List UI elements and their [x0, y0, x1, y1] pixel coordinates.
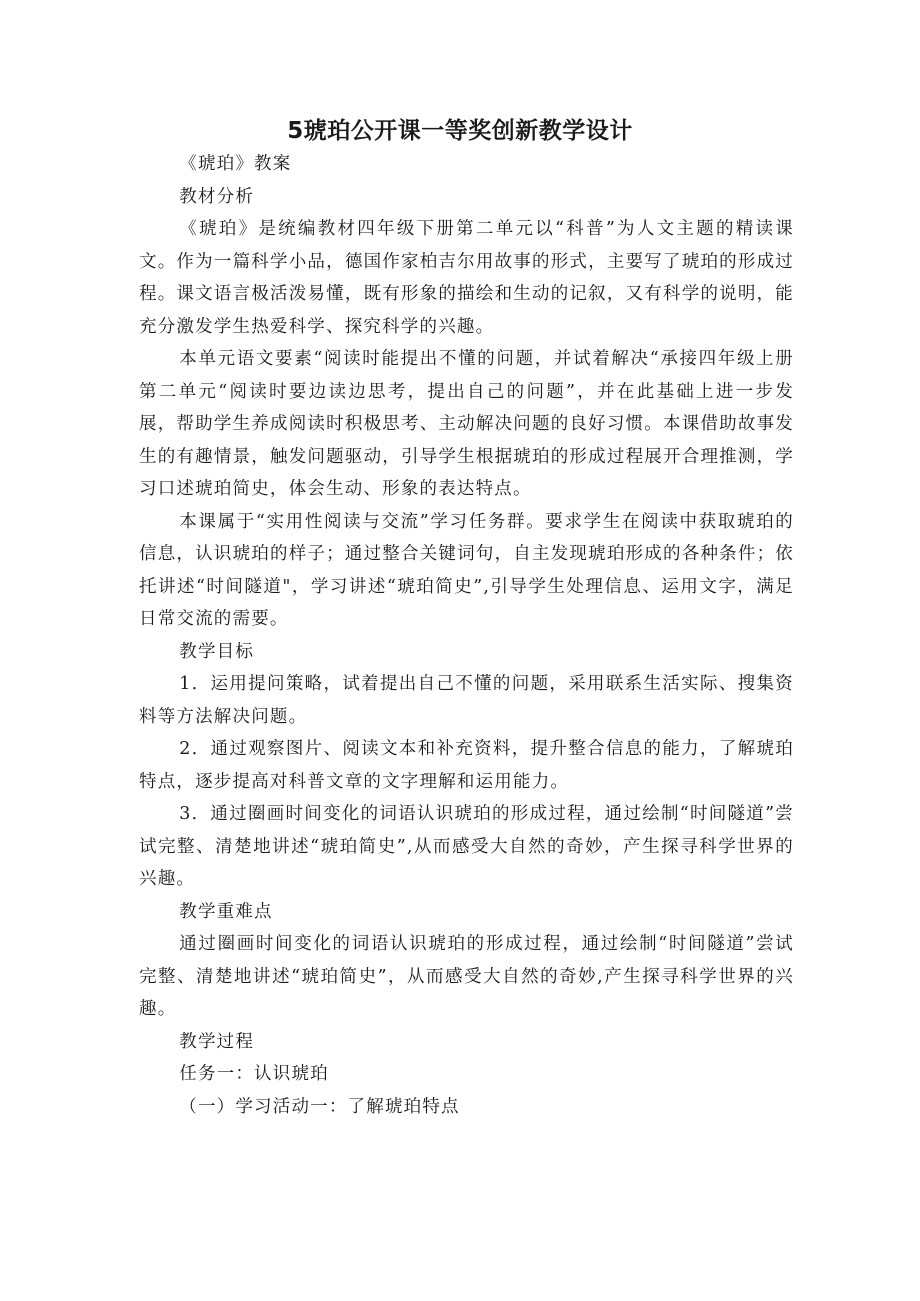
goal-item-1: 1．运用提问策略，试着提出自己不懂的问题，采用联系生活实际、搜集资料等方法解决问题。	[139, 674, 794, 727]
document-title: 5琥珀公开课一等奖创新教学设计	[287, 118, 633, 144]
section-heading-teaching-process: 教学过程	[179, 1031, 255, 1052]
activity-one-heading: （一）学习活动一：了解琥珀特点	[179, 1096, 460, 1117]
task-one-heading: 任务一：认识琥珀	[179, 1064, 329, 1084]
paragraph-textbook-analysis-2: 本单元语文要素“阅读时能提出不懂的问题，并试着解决“承接四年级上册第二单元“阅读时要边读边思考，提出自己的问题”，并在此基础上进一步发展，帮助学生养成阅读时积极思考、主动解决问题的良好习惯。本课借助故事发生的有趣情景，触发问题驱动，引导学生根据琥珀的形成过程展开合理推测，学习口述琥珀简史，体会生动、形象的表达特点。	[139, 349, 794, 499]
paragraph-textbook-analysis-3: 本课属于“实用性阅读与交流”学习任务群。要求学生在阅读中获取琥珀的信息，认识琥珀的样子；通过整合关键词句，自主发现琥珀形成的各种条件；依托讲述“时间隧道"，学习讲述“琥珀简史”,引导学生处理信息、运用文字，满足日常交流的需要。	[139, 511, 794, 629]
lesson-plan-label: 《琥珀》教案	[179, 154, 292, 174]
paragraph-key-difficulties: 通过圈画时间变化的词语认识琥珀的形成过程，通过绘制“时间隧道”尝试完整、清楚地讲述“琥珀简史”，从而感受大自然的奇妙,产生探寻科学世界的兴趣。	[139, 934, 794, 1019]
paragraph-textbook-analysis-1: 《琥珀》是统编教材四年级下册第二单元以“科普”为人文主题的精读课文。作为一篇科学小品，德国作家柏吉尔用故事的形式，主要写了琥珀的形成过程。课文语言极活泼易懂，既有形象的描绘和生动的记叙，又有科学的说明，能充分激发学生热爱科学、探究科学的兴趣。	[139, 219, 794, 337]
document-body	[139, 148, 794, 1123]
goal-item-2: 2．通过观察图片、阅读文本和补充资料，提升整合信息的能力，了解琥珀特点，逐步提高对科普文章的文字理解和运用能力。	[139, 739, 794, 792]
section-heading-textbook-analysis: 教材分析	[179, 186, 255, 207]
goal-item-3: 3．通过圈画时间变化的词语认识琥珀的形成过程，通过绘制“时间隧道”尝试完整、清楚地讲述“琥珀简史”,从而感受大自然的奇妙，产生探寻科学世界的兴趣。	[139, 804, 794, 889]
section-heading-teaching-goals: 教学目标	[179, 641, 255, 662]
section-heading-key-difficulties: 教学重难点	[179, 901, 273, 922]
